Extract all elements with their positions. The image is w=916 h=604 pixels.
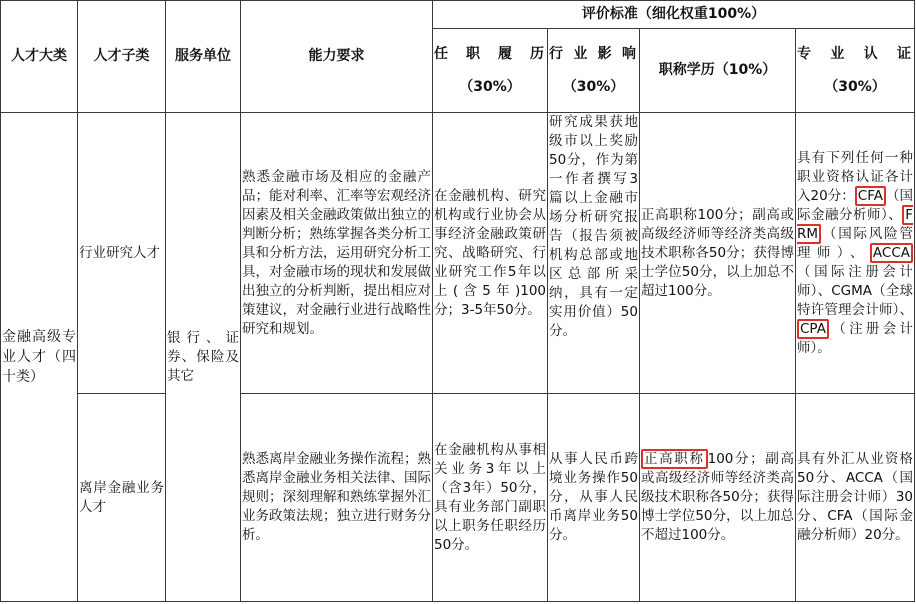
- header-resume-weight: （30%）: [459, 78, 521, 95]
- acca-highlight: ACCA: [870, 243, 913, 263]
- ability-cell: 熟悉金融市场及相应的金融产品；能对利率、汇率等宏观经济因素及相关金融政策做出独立的判断分析；熟练掌握各类分析工具和分析方法，运用研究分析工具，对金融市场的现状和发展做出独立的分析判断，提出相应对策建议，对金融行业进行战略性研究和规划。: [241, 113, 433, 394]
- subcategory-cell: 行业研究人才: [78, 113, 166, 394]
- cfa-description: （国际金融分析师）、: [797, 187, 914, 223]
- cfa-highlight: CFA: [855, 186, 886, 206]
- cpa-description: （注册会计师）。: [797, 320, 914, 356]
- frm-description: （国际风险管理师）、: [797, 225, 914, 261]
- header-influence-weight: （30%）: [562, 78, 625, 95]
- certification-cell: [796, 113, 915, 394]
- table-row: [1, 113, 915, 394]
- cert-intro: 具有下列任何一种职业资格认证各计入20分：: [797, 149, 914, 204]
- title-education-rest: 100分；副高或高级经济师等经济类高级技术职称各50分；获得博士学位50分，以上加总不超过100分。: [641, 451, 794, 543]
- ability-cell: 熟悉离岸金融业务操作流程；熟悉离岸金融业务相关法律、国际规则；深刻理解和熟练掌握外汇业务政策法规；独立进行财务分析。: [241, 394, 433, 602]
- resume-cell: 在金融机构从事相关业务3年以上（含3年）50分，具有业务部门副职以上职务任职经历50分。: [433, 394, 548, 602]
- certification-cell: 具有外汇从业资格50分、ACCA（国际注册会计师）30分、CFA（国际金融分析师）20分。: [796, 394, 915, 602]
- header-resume: [433, 29, 548, 113]
- influence-cell: 研究成果获地级市以上奖励50分，作为第一作者撰写3篇以上金融市场分析研究报告（报告须被机构总部或地区总部所采纳，具有一定实用价值）50分。: [548, 113, 640, 394]
- influence-cell: 从事人民币跨境业务操作50分，从事人民币离岸业务50分。: [548, 394, 640, 602]
- cpa-highlight: CPA: [797, 319, 829, 339]
- header-certification: [796, 29, 915, 113]
- header-evaluation-criteria: 评价标准（细化权重100%）: [433, 1, 915, 29]
- resume-cell: 在金融机构、研究机构或行业协会从事经济金融政策研究、战略研究、行业研究工作5年以上(含5年)100分；3-5年50分。: [433, 113, 548, 394]
- header-talent-subcategory: 人才子类: [78, 1, 166, 113]
- frm-highlight: FRM: [797, 206, 914, 242]
- service-unit-cell: 银行、证券、保险及其它: [166, 113, 241, 602]
- header-resume-label: 任 职 履 历: [434, 45, 546, 62]
- header-title-education: 职称学历（10%）: [640, 29, 796, 113]
- subcategory-cell: 离岸金融业务人才: [78, 394, 166, 602]
- header-influence: [548, 29, 640, 113]
- header-certification-weight: （30%）: [824, 78, 886, 95]
- header-talent-category: 人才大类: [1, 1, 78, 113]
- table-row: [1, 394, 915, 602]
- header-certification-label: 专 业 认 证: [797, 45, 914, 62]
- header-influence-label: 行 业 影 响: [549, 45, 638, 62]
- acca-description: （国际注册会计师）、CGMA（全球特许管理会计师）、: [797, 263, 914, 318]
- talent-category-cell: 金融高级专业人才（四十类）: [1, 113, 78, 602]
- senior-title-highlight: 正高职称: [641, 449, 708, 469]
- title-education-cell: 正高职称100分；副高或高级经济师等经济类高级技术职称各50分；获得博士学位50分，以上加总不超过100分。: [640, 113, 796, 394]
- header-service-unit: 服务单位: [166, 1, 241, 113]
- title-education-cell: [640, 394, 796, 602]
- header-ability-requirements: 能力要求: [241, 1, 433, 113]
